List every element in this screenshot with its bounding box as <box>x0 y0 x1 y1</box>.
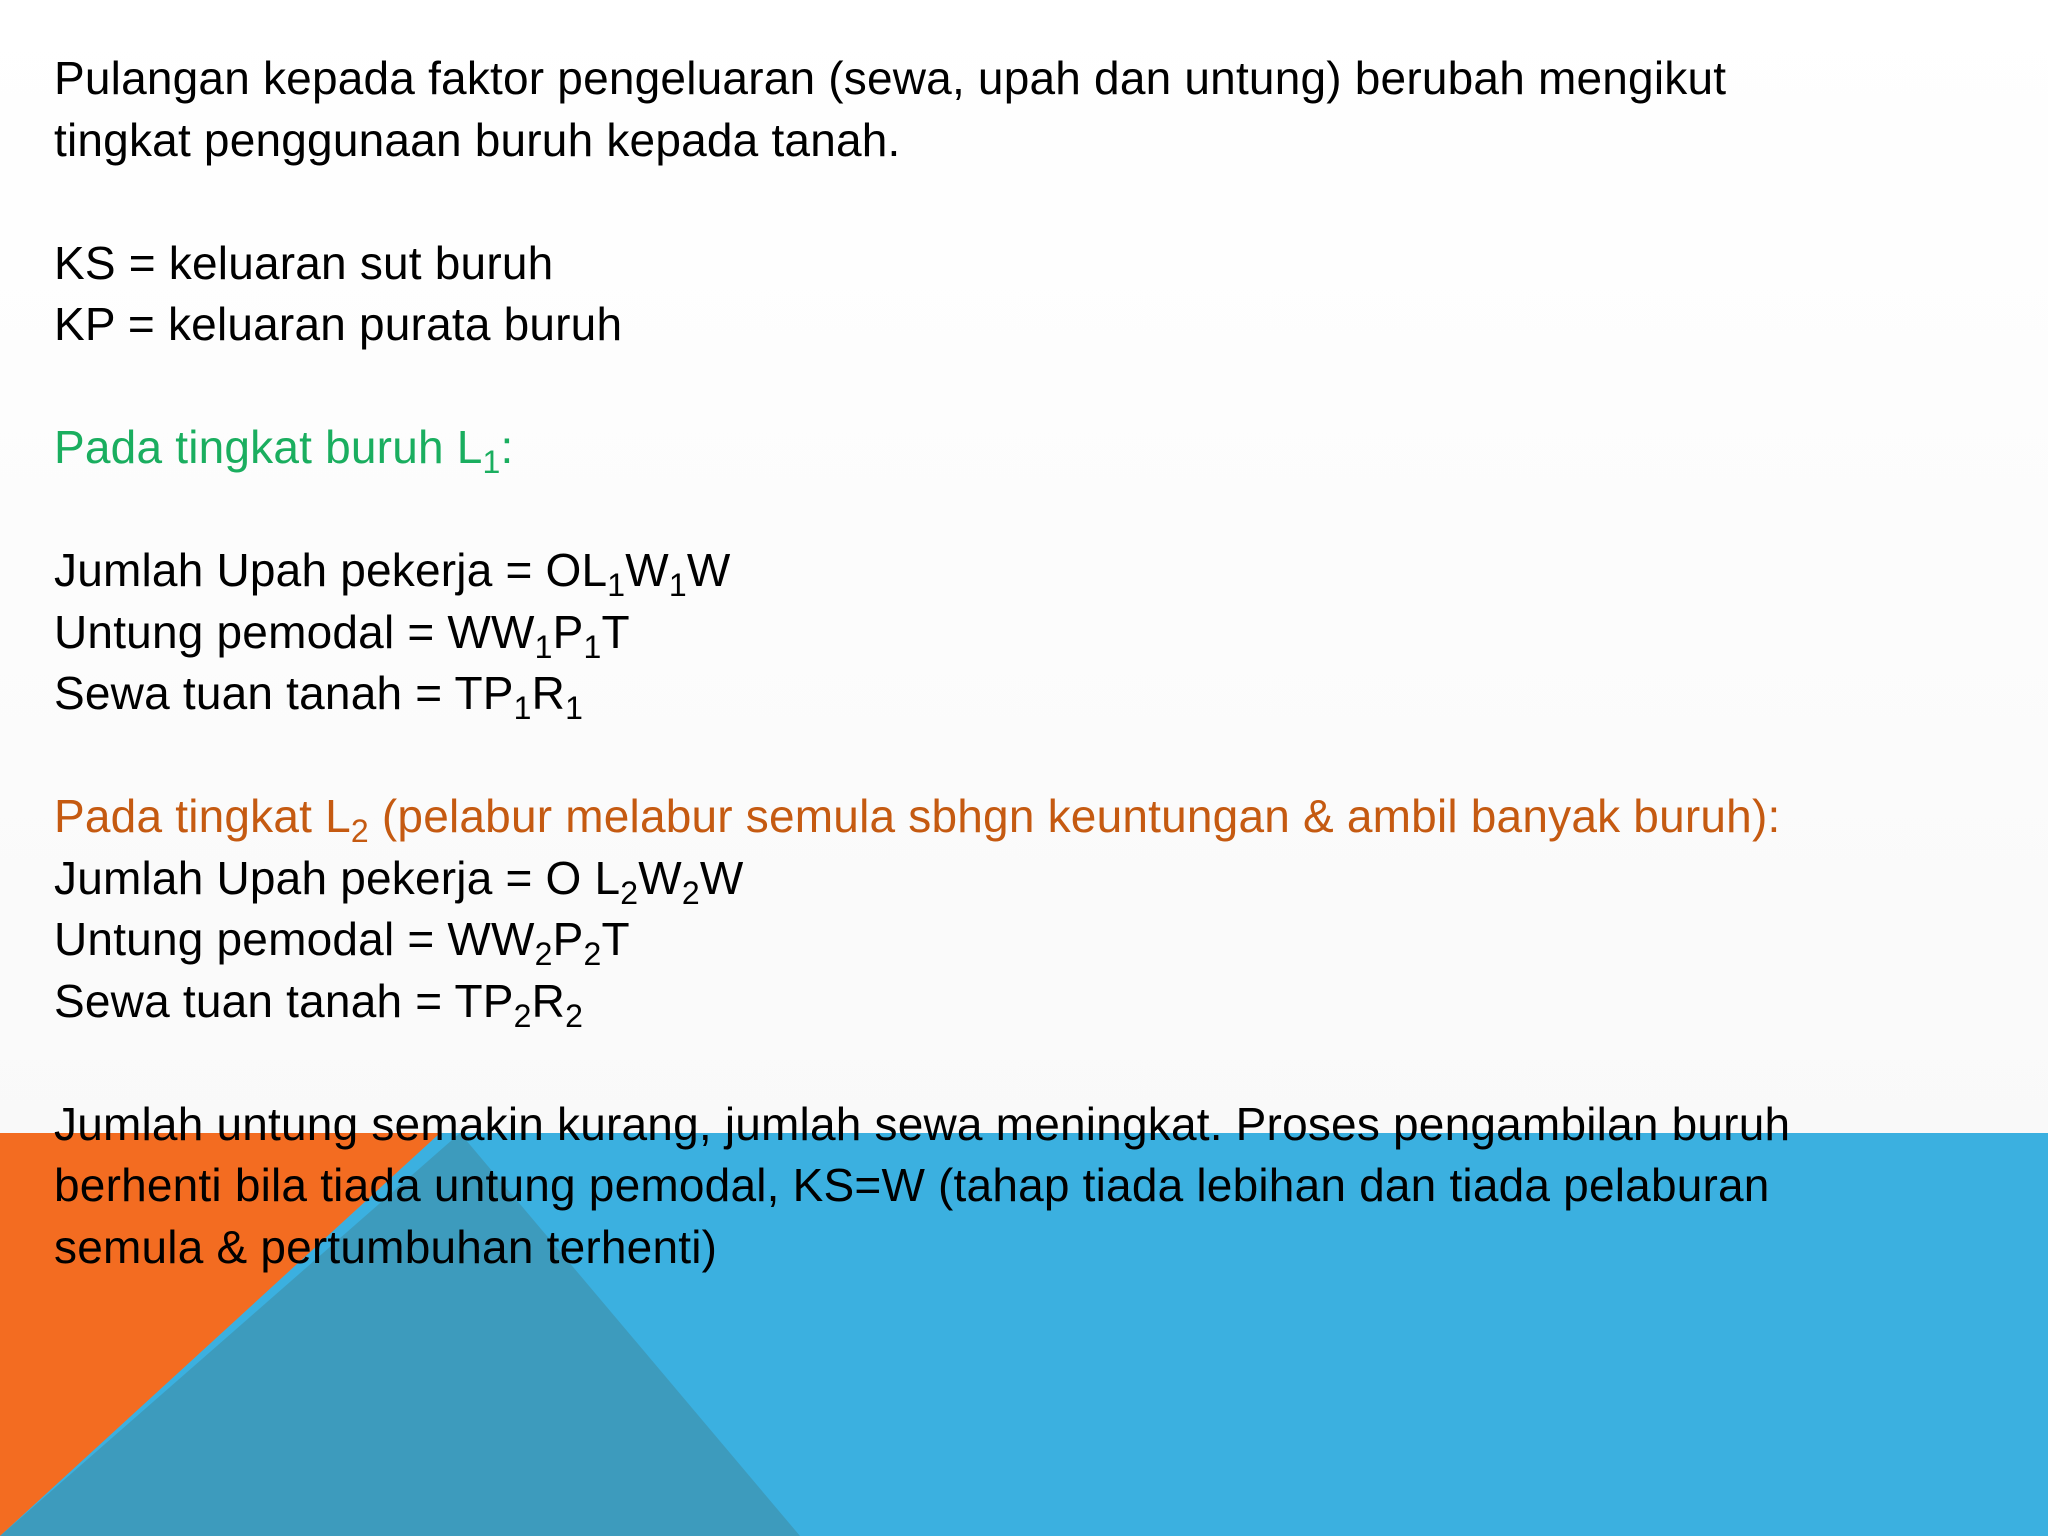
conclusion-line-2: berhenti bila tiada untung pemodal, KS=W (tahap tiada lebihan dan tiada pelaburan <box>54 1159 1770 1211</box>
section1-heading: Pada tingkat buruh $L_1$: <box>54 421 514 480</box>
section2-profit: Untung pemodal = $WW_2P_2T$ <box>54 913 630 972</box>
section2-rent: Sewa tuan tanah = $TP_2R_2$ <box>54 974 584 1034</box>
section1-profit: Untung pemodal = $WW_1P_1T$ <box>54 605 630 665</box>
section1-wages: Jumlah Upah pekerja = $OL_1W_1W$ <box>54 544 731 603</box>
section1-rent: Sewa tuan tanah = $TP_1R_1$ <box>54 667 584 726</box>
definition-ks: KS = keluaran sut buruh <box>54 236 554 289</box>
conclusion-line-3: semula & pertumbuhan terhenti) <box>54 1220 718 1273</box>
intro-line-2: tingkat penggunaan buruh kepada tanah. <box>54 113 901 166</box>
slide-content <box>54 48 2014 1278</box>
definition-kp: KP = keluaran purata buruh <box>54 298 623 350</box>
section2-heading: Pada tingkat $L_2$ (pelabur melabur semula sbhgn keuntungan & ambil banyak buruh): <box>54 790 1781 849</box>
intro-line-1: Pulangan kepada faktor pengeluaran (sewa, upah dan untung) berubah mengikut <box>54 52 1727 104</box>
section2-wages: Jumlah Upah pekerja = O $L_2W_2W$ <box>54 851 744 911</box>
conclusion-line-1: Jumlah untung semakin kurang, jumlah sewa meningkat. Proses pengambilan buruh <box>54 1097 1791 1150</box>
